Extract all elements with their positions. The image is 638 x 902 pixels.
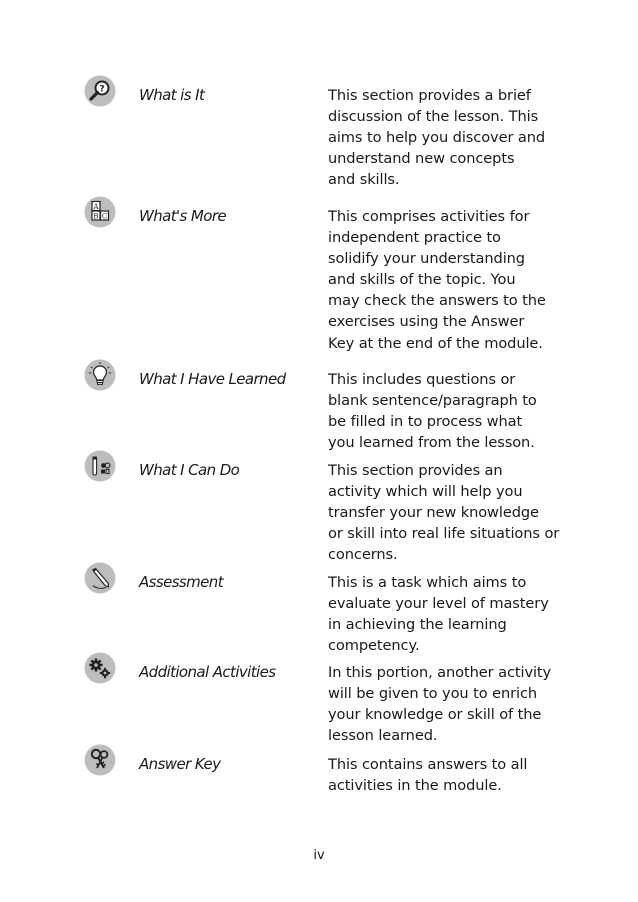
description-line: blank sentence/paragraph to <box>328 392 537 410</box>
svg-text:A: A <box>93 203 99 211</box>
description-line: you learned from the lesson. <box>328 434 535 452</box>
description-line: independent practice to <box>328 229 501 247</box>
tools-icon <box>84 450 116 482</box>
description-line: This section provides an <box>328 462 503 479</box>
description-line: understand new concepts <box>328 150 515 168</box>
description-line: and skills. <box>328 171 400 189</box>
magnifier-question-icon <box>84 75 116 107</box>
section-description <box>328 754 568 796</box>
description-line: solidify your understanding <box>328 250 525 268</box>
section-title: What I Have Learned <box>139 370 286 388</box>
section-title: Additional Activities <box>139 663 276 681</box>
description-line: be filled in to process what <box>328 413 523 431</box>
description-line: Key at the end of the module. <box>328 334 543 352</box>
description-line: may check the answers to the <box>328 292 546 310</box>
description-line: This comprises activities for <box>328 208 530 225</box>
description-line: aims to help you discover and <box>328 129 546 147</box>
description-line: This includes questions or <box>328 371 516 388</box>
section-description <box>328 369 568 453</box>
pencil-icon <box>84 562 116 594</box>
gears-icon <box>84 652 116 684</box>
description-line: This is a task which aims to <box>328 574 527 591</box>
svg-text:C: C <box>101 212 108 221</box>
description-line: in achieving the learning <box>328 616 507 634</box>
section-title: What I Can Do <box>139 461 240 479</box>
svg-text:?: ? <box>99 84 105 95</box>
description-line: transfer your new knowledge <box>328 504 539 522</box>
description-line: activities in the module. <box>328 777 502 795</box>
section-title: Assessment <box>139 573 223 591</box>
description-line: will be given to you to enrich <box>328 685 538 703</box>
section-description <box>328 662 568 746</box>
description-line: evaluate your level of mastery <box>328 595 549 613</box>
description-line: concerns. <box>328 546 398 564</box>
description-line: This section provides a brief <box>328 87 531 104</box>
abc-blocks-icon <box>84 196 116 228</box>
description-line: and skills of the topic. You <box>328 271 516 289</box>
description-line: your knowledge or skill of the <box>328 706 542 724</box>
keys-icon <box>84 744 116 776</box>
description-line: activity which will help you <box>328 483 523 501</box>
description-line: exercises using the Answer <box>328 313 525 331</box>
section-title: What's More <box>139 207 227 225</box>
description-line: This contains answers to all <box>328 756 528 773</box>
lightbulb-icon <box>84 359 116 391</box>
svg-text:B: B <box>93 212 99 221</box>
section-description <box>328 460 568 565</box>
section-description <box>328 206 568 354</box>
page-number: iv <box>313 848 325 863</box>
description-line: lesson learned. <box>328 727 438 745</box>
description-line: competency. <box>328 637 420 655</box>
section-title: What is It <box>139 86 205 104</box>
section-description <box>328 85 568 190</box>
description-line: or skill into real life situations or <box>328 525 560 543</box>
description-line: discussion of the lesson. This <box>328 108 539 126</box>
section-description <box>328 572 568 656</box>
description-line: In this portion, another activity <box>328 664 552 681</box>
section-title: Answer Key <box>139 755 221 773</box>
